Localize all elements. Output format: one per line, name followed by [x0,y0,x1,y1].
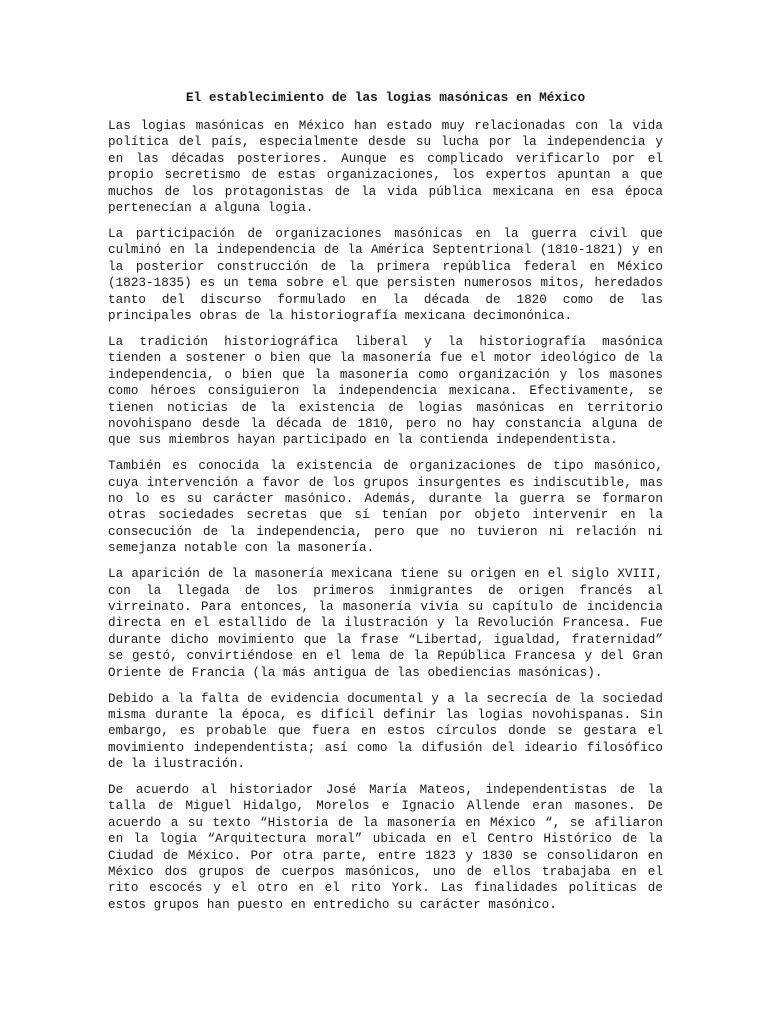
document-page [108,90,663,923]
paragraph-6: Debido a la falta de evidencia documental y a la secrecía de la sociedad misma durante la época, es difícil definir las logias novohispanas. Sin embargo, es probable que fuera en estos círculos donde se gestara el movimiento independentista; así como la difusión del ideario filosófico de la ilustración. [108,691,663,772]
paragraph-7: De acuerdo al historiador José María Mateos, independentistas de la talla de Miguel Hidalgo, Morelos e Ignacio Allende eran masones. De acuerdo a su texto “Historia de la masonería en México “, se afiliaron en la logia “Arquitectura moral” ubicada en el Centro Histórico de la Ciudad de México. Por otra parte, entre 1823 y 1830 se consolidaron en México dos grupos de cuerpos masónicos, uno de ellos trabajaba en el rito escocés y el otro en el rito York. Las finalidades políticas de estos grupos han puesto en entredicho su carácter masónico. [108,783,663,912]
paragraph-5: La aparición de la masonería mexicana tiene su origen en el siglo XVIII, con la llegada de los primeros inmigrantes de origen francés al virreinato. Para entonces, la masonería vivía su capítulo de incidencia directa en el estallido de la ilustración y la Revolución Francesa. Fue durante dicho movimiento que la frase “Libertad, igualdad, fraternidad” se gestó, convirtiéndose en el lema de la República Francesa y del Gran Oriente de Francia (la más antigua de las obediencias masónicas). [108,567,663,680]
paragraph-4: También es conocida la existencia de organizaciones de tipo masónico, cuya intervención a favor de los grupos insurgentes es indiscutible, mas no lo es su carácter masónico. Además, durante la guerra se formaron otras sociedades secretas que sí tenían por objeto intervenir en la consecución de la independencia, pero que no tuvieron ni relación ni semejanza notable con la masonería. [108,459,663,556]
document-title: El establecimiento de las logias masónicas en México [185,90,586,105]
paragraph-1: Las logias masónicas en México han estado muy relacionadas con la vida política del país, especialmente desde su lucha por la independencia y en las décadas posteriores. Aunque es complicado verificarlo por el propio secretismo de estas organizaciones, los expertos apuntan a que muchos de los protagonistas de la vida pública mexicana en esa época pertenecían a alguna logia. [108,119,663,216]
paragraph-3: La tradición historiográfica liberal y la historiografía masónica tienden a sostener o bien que la masonería fue el motor ideológico de la independencia, o bien que la masonería como organización y los masones como héroes consiguieron la independencia mexicana. Efectivamente, se tienen noticias de la existencia de logias masónicas en territorio novohispano desde la década de 1810, pero no hay constancia alguna de que sus miembros hayan participado en la contienda independentista. [108,334,663,448]
paragraph-2: La participación de organizaciones masónicas en la guerra civil que culminó en la independencia de la América Septentrional (1810-1821) y en la posterior construcción de la primera república federal en México (1823-1835) es un tema sobre el que persisten numerosos mitos, heredados tanto del discurso formulado en la década de 1820 como de las principales obras de la historiografía mexicana decimonónica. [108,226,663,323]
